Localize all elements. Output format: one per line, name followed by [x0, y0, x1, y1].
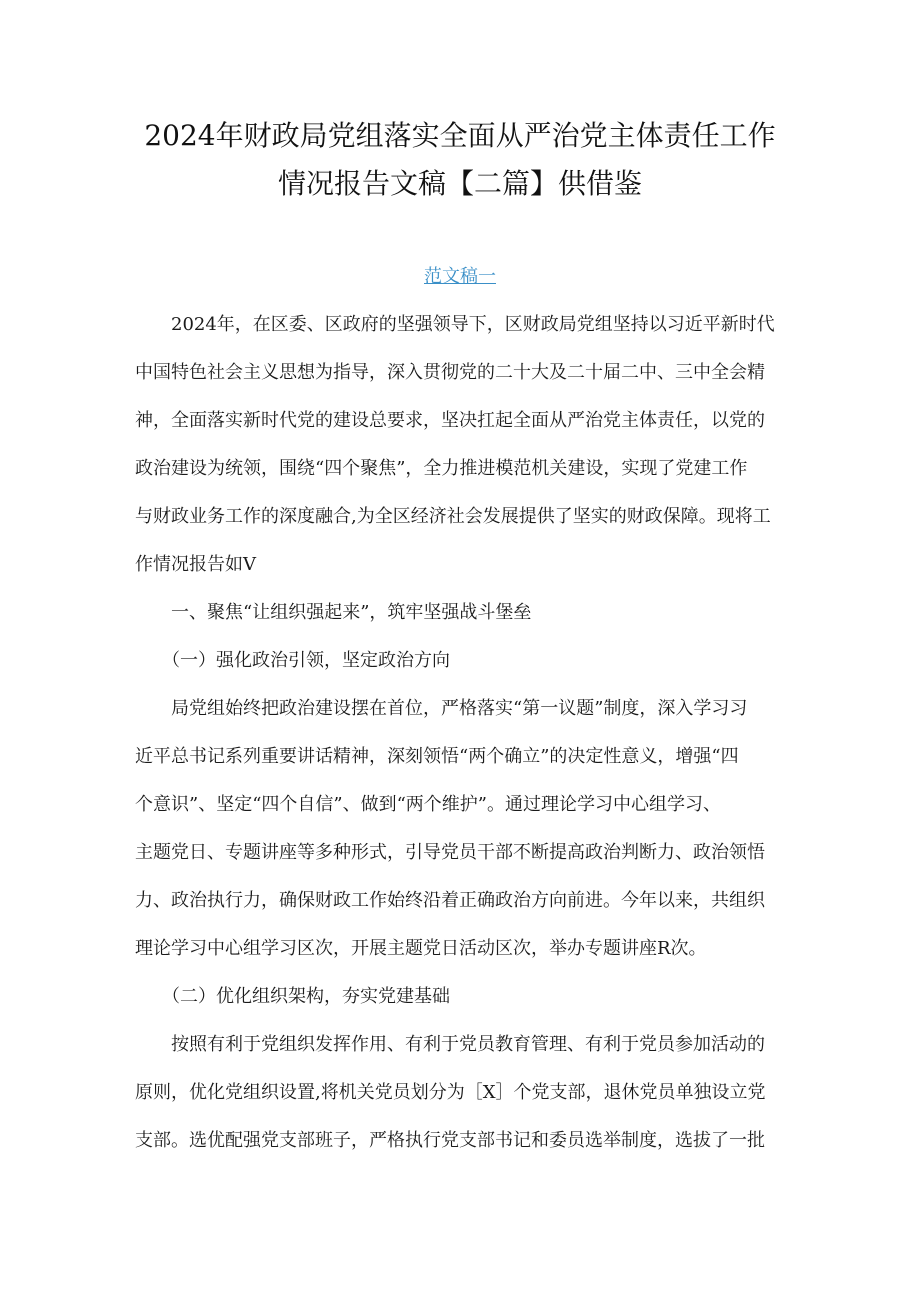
section-link-fanwengao-1[interactable]: 范文稿一: [424, 266, 496, 287]
section-heading-1: 一、聚焦“让组织强起来”，筑牢坚强战斗堡垒: [135, 602, 532, 623]
body-line: 局党组始终把政治建设摆在首位，严格落实“第一议题”制度，深入学习习: [135, 698, 748, 719]
body-line: 近平总书记系列重要讲话精神，深刻领悟“两个确立”的决定性意义，增强“四: [135, 746, 739, 767]
body-line: 主题党日、专题讲座等多种形式，引导党员干部不断提高政治判断力、政治领悟: [135, 842, 765, 863]
body-line: 支部。选优配强党支部班子，严格执行党支部书记和委员选举制度，选拔了一批: [135, 1130, 765, 1151]
body-line: 神，全面落实新时代党的建设总要求，坚决扛起全面从严治党主体责任，以党的: [135, 410, 765, 431]
body-line: 政治建设为统领，围绕“四个聚焦”，全力推进模范机关建设，实现了党建工作: [135, 458, 748, 479]
body-line: 中国特色社会主义思想为指导，深入贯彻党的二十大及二十届二中、三中全会精: [135, 362, 765, 383]
document-title-line-1: 2024年财政局党组落实全面从严治党主体责任工作: [144, 119, 776, 152]
subsection-heading-2: （二）优化组织架构，夯实党建基础: [135, 986, 450, 1007]
body-line: 个意识”、坚定“四个自信”、做到“两个维护”。通过理论学习中心组学习、: [135, 794, 722, 815]
body-line: 理论学习中心组学习区次，开展主题党日活动区次，举办专题讲座R次。: [135, 938, 707, 959]
subsection-heading-1: （一）强化政治引领，坚定政治方向: [135, 650, 450, 671]
body-line: 作情况报告如V: [135, 554, 256, 575]
document-title-line-2: 情况报告文稿【二篇】供借鉴: [277, 167, 642, 200]
body-line: 力、政治执行力，确保财政工作始终沿着正确政治方向前进。今年以来，共组织: [135, 890, 765, 911]
body-line: 与财政业务工作的深度融合,为全区经济社会发展提供了坚实的财政保障。现将工: [135, 506, 771, 527]
body-line: 按照有利于党组织发挥作用、有利于党员教育管理、有利于党员参加活动的: [135, 1034, 765, 1055]
body-line: 2024年，在区委、区政府的坚强领导下，区财政局党组坚持以习近平新时代: [135, 314, 775, 335]
body-line: 原则，优化党组织设置,将机关党员划分为［X］个党支部，退休党员单独设立党: [135, 1082, 766, 1103]
